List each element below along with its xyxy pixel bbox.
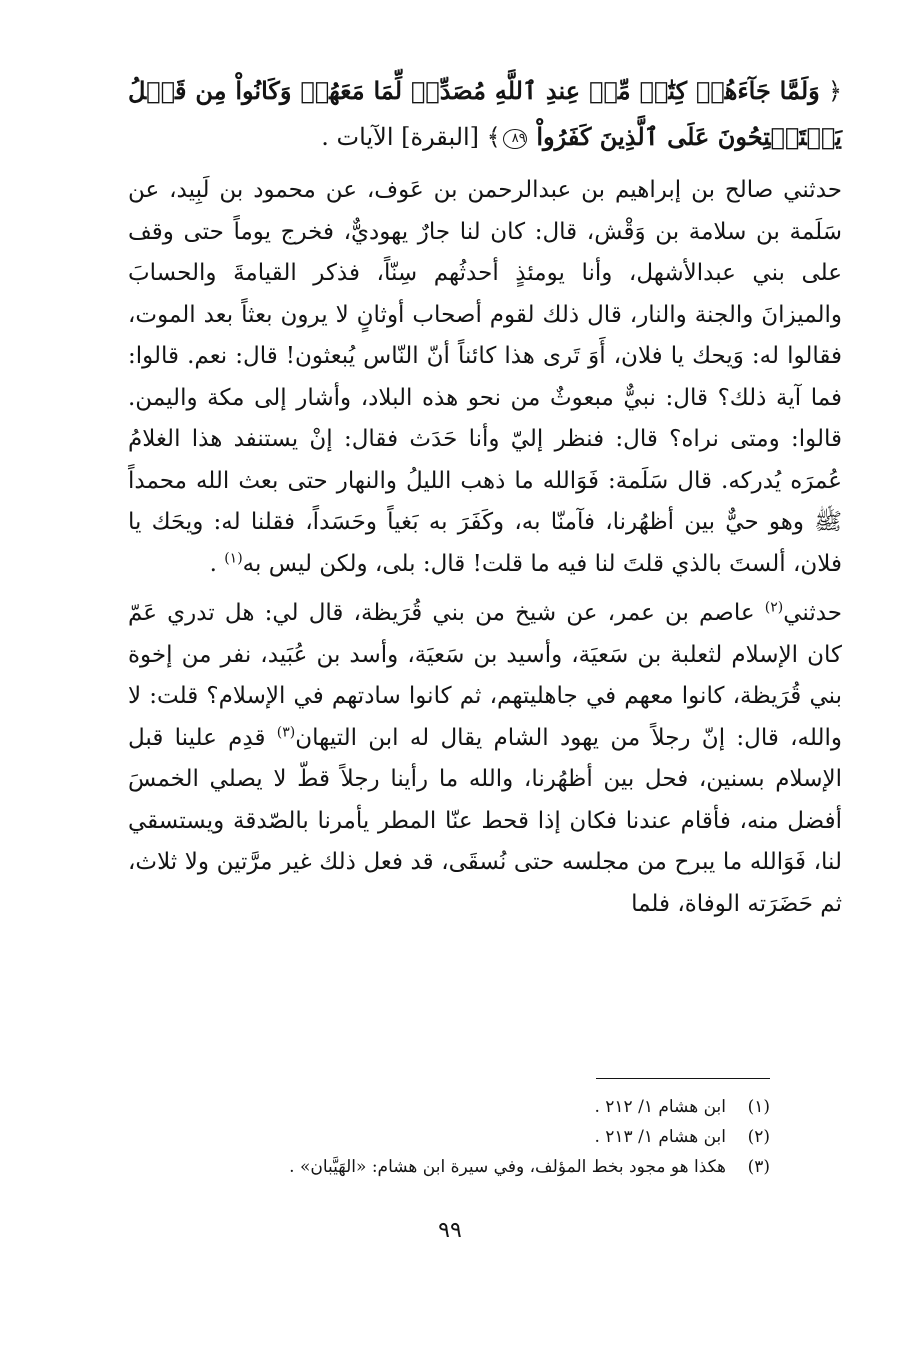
- footnote-text: هكذا هو مجود بخط المؤلف، وفي سيرة ابن هشام: «الهَيَّبان» .: [289, 1157, 726, 1177]
- paragraph-1-end: .: [209, 550, 225, 577]
- footnote-text: ابن هشام ١/ ٢١٣ .: [594, 1127, 726, 1147]
- ornament-close: ﴾: [486, 123, 501, 151]
- footnote-ref-3: (٣): [276, 723, 296, 740]
- paragraph-2: [128, 593, 842, 925]
- page-number: ٩٩: [438, 1218, 462, 1243]
- footnote-ref-2: (٢): [764, 599, 784, 616]
- ayah-text: وَلَمَّا جَآءَهُمۡ كِتَٰبٞ مِّنۡ عِندِ ٱللَّهِ مُصَدِّقٞ لِّمَا مَعَهُمۡ وَكَانُواْ مِن قَبۡلُ يَسۡتَفۡتِحُونَ عَلَى ٱلَّذِينَ كَفَرُواْ: [128, 76, 842, 151]
- footnote-text: ابن هشام ١/ ٢١٢ .: [594, 1097, 726, 1117]
- footnote-item: [130, 1152, 770, 1182]
- footnote-number: (٣): [747, 1157, 770, 1177]
- quran-verse: [128, 68, 842, 160]
- footnote-divider: [596, 1078, 770, 1079]
- ornament-open: ﴿: [827, 77, 842, 105]
- footnote-number: (١): [747, 1097, 770, 1117]
- footnote-number: (٢): [747, 1127, 770, 1147]
- footnote-ref-1: (١): [224, 549, 243, 566]
- paragraph-1: [128, 170, 842, 585]
- paragraph-2-middle: عاصم بن عمر، عن شيخ من بني قُرَيظة، قال لي: هل تدري عَمّ كان الإسلام لثعلبة بن سَعيَة، وأسيد بن سَعيَة، وأسد بن عُبَيد، نفر من إخوة بني قُرَيظة، كانوا معهم في جاهليتهم، ثم كانوا سادتهم في الإسلام؟ قلت: لا والله، قال: إنّ رجلاً من يهود الشام يقال له ابن التيهان: [128, 600, 842, 751]
- paragraph-1-text: حدثني صالح بن إبراهيم بن عبدالرحمن بن عَوف، عن محمود بن لَبِيد، عن سَلَمة بن سلامة بن وَقْش، قال: كان لنا جارٌ يهوديٌّ، فخرج يوماً حتى وقف على بني عبدالأشهل، وأنا يومئذٍ أحدثُهم سِنّاً، فذكر القيامةَ والحسابَ والميزانَ والجنة والنار، قال ذلك لقوم أصحاب أوثانٍ لا يرون بعثاً بعد الموت، فقالوا له: وَيحك يا فلان، أَوَ تَرى هذا كائناً أنّ النّاس يُبعثون! قال: نعم. قالوا: فما آية ذلك؟ قال: نبيٌّ مبعوثٌ من نحو هذه البلاد، وأشار إلى مكة واليمن. قالوا: ومتى نراه؟ قال: فنظر إليّ وأنا حَدَث فقال: إنْ يستنفد هذا الغلامُ عُمرَه يُدركه. قال سَلَمة: فَوَالله ما ذهب الليلُ والنهار حتى بعث الله محمداً ﷺ وهو حيٌّ بين أظهُرنا، فآمنّا به، وكَفَرَ به بَغياً وحَسَداً، فقلنا له: ويحَك يا فلان، ألستَ بالذي قلتَ لنا فيه ما قلت! قال: بلى، ولكن ليس به: [128, 177, 842, 577]
- footnotes: [130, 1092, 770, 1182]
- paragraph-2-start: حدثني: [783, 600, 843, 626]
- surah-reference: [البقرة] الآيات .: [321, 123, 480, 151]
- paragraph-2-end: قدِم علينا قبل الإسلام بسنين، فحل بين أظهُرنا، والله ما رأينا رجلاً قطّ لا يصلي الخمسَ أفضل منه، فأقام عندنا فكان إذا قحط عنّا المطر يأمرنا بالصّدقة ويستسقي لنا، فَوَالله ما يبرح من مجلسه حتى نُسقَى، قد فعل ذلك غير مرَّتين ولا ثلاث، ثم حَضَرَته الوفاة، فلما: [128, 724, 842, 917]
- main-text: [128, 68, 842, 925]
- footnote-item: [130, 1092, 770, 1122]
- verse-number-marker: ٨٩: [503, 129, 527, 149]
- footnote-item: [130, 1122, 770, 1152]
